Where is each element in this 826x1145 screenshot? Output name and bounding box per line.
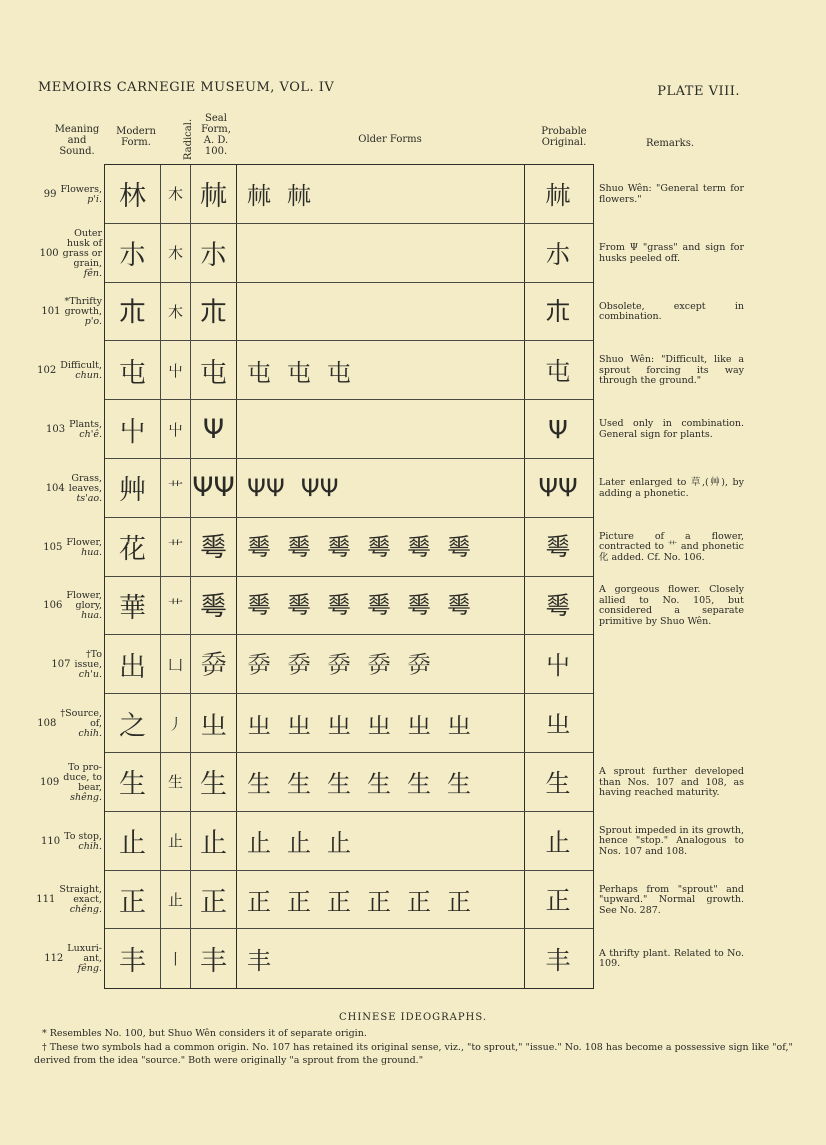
probable-original: 朩 [545,239,571,269]
seal-form: 丰 [191,929,237,988]
probable-original: Ψ [548,414,568,444]
modern-form: 朩 [105,224,161,282]
modern-form: 出 [105,635,161,693]
running-head-right: PLATE VIII. [657,84,740,99]
entry-number: 107 [51,659,71,671]
older-form-glyph: 正 [447,887,471,916]
older-form-glyph: 𡴘 [407,650,431,679]
table-row [105,694,593,753]
meaning-label: Outer husk of grass or grain, [62,227,102,269]
meaning-text [66,538,102,558]
modern-form: 正 [105,871,161,929]
seal-form: 朩 [191,224,237,282]
meaning-sound [28,165,102,224]
remark-text: A sprout further developed than Nos. 107 and 108, as having reached maturity. [599,766,744,799]
meaning-text [69,474,102,504]
modern-form: 花 [105,518,161,576]
entry-number: 108 [37,717,57,729]
sound-label: ch'u. [78,669,102,681]
older-form-glyph: 丰 [247,947,271,976]
table-row [105,165,593,224]
sound-label: fêng. [77,963,102,975]
radical: 止 [161,812,191,870]
header-seal: Seal Form, A. D. 100. [201,113,231,157]
sound-label: ch'ê. [79,428,102,440]
probable-original: 𣏟 [545,180,571,210]
radical: 艹 [161,577,191,635]
meaning-text [63,229,102,279]
older-form-glyph: 屯 [327,358,351,387]
sound-label: chêng. [69,904,102,916]
probable-original: 屮 [545,651,571,681]
older-forms [237,518,525,576]
older-form-glyph: 生 [367,770,391,799]
radical: 生 [161,753,191,811]
sound-label: hua. [81,610,102,622]
older-form-glyph: 𣏟 [247,182,271,211]
modern-form: 生 [105,753,161,811]
meaning-label: Plants, [69,418,102,430]
probable-original: 𠌶 [545,532,571,562]
modern-form: 止 [105,812,161,870]
plate-caption: CHINESE IDEOGRAPHS. [338,1012,488,1023]
meaning-label: To stop, [64,830,102,842]
modern-form: 華 [105,577,161,635]
seal-form: 生 [191,753,237,811]
table-row [105,871,593,930]
seal-form: ΨΨ [191,459,237,517]
header-meaning: Meaning and Sound. [54,124,100,157]
probable-original: ΨΨ [538,473,578,503]
older-form-glyph: 正 [247,887,271,916]
entry-number: 112 [44,953,64,965]
header-probable: Probable Original. [541,126,587,148]
remark-text: Later enlarged to 草,(艸), by adding a phonetic. [599,477,744,499]
older-forms [237,224,525,282]
radical: 凵 [161,635,191,693]
remark-text: A thrifty plant. Related to No. 109. [599,947,744,970]
sound-label: shêng. [70,791,102,803]
probable-original: 生 [545,768,571,798]
meaning-sound [28,459,102,518]
older-form-glyph: 𠌶 [367,532,391,561]
meaning-sound [28,636,102,695]
footnote-dagger: † These two symbols had a common origin. No. 107 has retained its original sense, viz., "to sprout," "issue." No. 108 has become a possessive sign like "of," derived from the idea "source." Both were originally "a sprout from the ground." [34,1042,793,1066]
entry-number: 99 [43,188,57,200]
radical: 艹 [161,459,191,517]
header-modern: Modern Form. [116,126,156,148]
seal-form: 𠌶 [191,577,237,635]
header-radical [168,118,195,161]
older-form-glyph: 生 [447,770,471,799]
meaning-label: Luxuri- ant, [67,943,102,965]
older-form-glyph: 生 [407,770,431,799]
table-row [105,459,593,518]
entry-number: 102 [37,365,57,377]
meaning-label: *Thrifty growth, [64,296,102,318]
probable-original: 𣎳 [545,296,571,326]
seal-form: 𠌶 [191,518,237,576]
table-row [105,635,593,694]
older-forms [237,400,525,458]
table-row [105,929,593,988]
meaning-sound [28,283,102,342]
meaning-sound [28,871,102,930]
meaning-text [60,361,102,381]
sound-label: fên. [83,267,102,279]
meaning-text [60,709,102,739]
older-form-glyph: 屯 [247,358,271,387]
older-form-glyph: 𠌶 [367,591,391,620]
remark-text: Obsolete, except in combination. [599,300,744,323]
remark-text: Used only in combination. General sign for plants. [599,418,744,440]
meaning-text [59,885,102,915]
older-form-glyph: 㞢 [287,711,311,740]
meaning-sound [28,342,102,401]
table-row [105,753,593,812]
meaning-label: Flower, [66,536,102,548]
older-form-glyph: 正 [367,887,391,916]
meaning-text [67,944,102,974]
older-forms [237,871,525,929]
older-forms [237,694,525,752]
older-form-glyph: 𠌶 [327,591,351,620]
meaning-sound [28,930,102,989]
table-row [105,812,593,871]
older-form-glyph: 𠌶 [327,532,351,561]
older-form-glyph: 𠌶 [447,591,471,620]
probable-original: 正 [545,886,571,916]
entry-number: 111 [36,894,56,906]
table-row [105,341,593,400]
meaning-label: Grass, leaves, [68,472,102,494]
older-form-glyph: 㞢 [327,711,351,740]
radical: 艹 [161,518,191,576]
older-form-glyph: ΨΨ [247,473,285,502]
older-form-glyph: 𡴘 [367,650,391,679]
table-row [105,283,593,342]
meaning-label: Difficult, [60,360,102,372]
meaning-text [65,297,103,327]
older-form-glyph: 㞢 [447,711,471,740]
header-remarks: Remarks. [645,138,695,149]
remark-text: Shuo Wên: "Difficult, like a sprout forcing its way through the ground." [599,354,744,387]
entry-number: 110 [41,835,61,847]
meaning-text [64,832,102,852]
sound-label: chih. [78,727,102,739]
sound-label: p'o. [84,316,102,328]
probable-original: 屯 [545,357,571,387]
radical: 木 [161,283,191,341]
remark-text: Shuo Wên: "General term for flowers." [599,183,744,205]
sound-label: chun. [75,370,102,382]
modern-form: 屯 [105,341,161,399]
older-forms [237,459,525,517]
older-form-glyph: 正 [327,887,351,916]
remark-text: Sprout impeded in its growth, hence "stop." Analogous to Nos. 107 and 108. [599,824,744,857]
radical: 丨 [161,929,191,988]
meaning-sound [28,753,102,812]
meaning-sound [28,224,102,283]
older-form-glyph: 生 [247,770,271,799]
radical: 木 [161,165,191,223]
probable-original: 丰 [545,945,571,975]
probable-original: 止 [545,827,571,857]
older-form-glyph: 𠌶 [407,532,431,561]
sound-label: ts'ao. [76,492,102,504]
meaning-text [74,650,102,680]
remark-text: From Ψ "grass" and sign for husks peeled off. [599,242,744,264]
older-form-glyph: 𠌶 [447,532,471,561]
seal-form: 𣏟 [191,165,237,223]
meaning-label: †To issue, [74,649,102,671]
radical: 木 [161,224,191,282]
table-row [105,577,593,636]
radical: 丿 [161,694,191,752]
radical: 止 [161,871,191,929]
entry-number: 103 [45,423,66,435]
older-forms [237,577,525,635]
older-form-glyph: 𠌶 [247,591,271,620]
seal-form: 𣎳 [191,283,237,341]
older-forms [237,165,525,223]
seal-form: 𡴘 [191,635,237,693]
entry-number: 105 [43,541,63,553]
modern-form: 林 [105,165,161,223]
radical: 屮 [161,400,191,458]
footnote-asterisk: * Resembles No. 100, but Shuo Wên considers it of separate origin. [42,1028,367,1039]
remark-text: Perhaps from "sprout" and "upward." Normal growth. See No. 287. [599,883,744,916]
meaning-sound [28,401,102,460]
seal-form: 屯 [191,341,237,399]
meaning-label: Straight, exact, [59,884,102,906]
older-form-glyph: 𠌶 [287,532,311,561]
older-form-glyph: 生 [287,770,311,799]
older-form-glyph: 𣏟 [287,182,311,211]
meaning-sound [28,577,102,636]
older-forms [237,753,525,811]
older-forms [237,283,525,341]
older-form-glyph: 𠌶 [247,532,271,561]
older-form-glyph: 𡴘 [327,650,351,679]
sound-label: p'i. [87,193,102,205]
older-form-glyph: ΨΨ [300,473,339,502]
older-forms [237,341,525,399]
modern-form: 艸 [105,459,161,517]
older-form-glyph: 㞢 [407,711,431,740]
sound-label: hua. [81,546,102,558]
modern-form: 屮 [105,400,161,458]
meaning-label: To pro- duce, to bear, [63,761,102,793]
older-forms [237,635,525,693]
meaning-sound [28,812,102,871]
older-form-glyph: 正 [287,887,311,916]
entry-number: 104 [45,482,65,494]
older-forms [237,929,525,988]
entry-number: 109 [40,776,60,788]
older-form-glyph: 㞢 [367,711,391,740]
modern-form: 𣎳 [105,283,161,341]
meaning-text [63,763,102,803]
entry-number: 101 [41,306,61,318]
seal-form: 正 [191,871,237,929]
meaning-text [60,185,102,205]
table-row [105,400,593,459]
older-form-glyph: 生 [327,770,351,799]
modern-form: 丰 [105,929,161,988]
meaning-label: Flowers, [60,183,102,195]
sound-label: chih. [78,840,102,852]
entry-number: 106 [43,600,63,612]
older-form-glyph: 止 [247,829,271,858]
modern-form: 之 [105,694,161,752]
older-form-glyph: 𡴘 [247,650,271,679]
older-form-glyph: 㞢 [247,711,271,740]
older-form-glyph: 𡴘 [287,650,311,679]
entry-number: 100 [39,247,59,259]
radical: 屮 [161,341,191,399]
meaning-label: Flower, glory, [66,590,102,612]
meaning-label: †Source, of, [60,707,102,729]
older-form-glyph: 𠌶 [407,591,431,620]
older-form-glyph: 屯 [287,358,311,387]
probable-original: 㞢 [545,710,571,740]
remark-text: A gorgeous flower. Closely allied to No. 105, but considered a separate primitive by Shuo Wên. [599,584,744,627]
older-form-glyph: 止 [287,829,311,858]
running-head-left: MEMOIRS CARNEGIE MUSEUM, VOL. IV [38,80,335,95]
table-row [105,518,593,577]
header-older: Older Forms [358,134,422,145]
seal-form: Ψ [191,400,237,458]
seal-form: 止 [191,812,237,870]
meaning-sound [28,518,102,577]
meaning-text [69,420,102,440]
ideograph-table [104,164,594,989]
remark-text: Picture of a flower, contracted to 艹 and phonetic 化 added. Cf. No. 106. [599,530,744,563]
seal-form: 㞢 [191,694,237,752]
header-radical-label: Radical. [183,118,195,161]
meaning-sound [28,695,102,754]
older-form-glyph: 𠌶 [287,591,311,620]
table-row [105,224,593,283]
older-forms [237,812,525,870]
probable-original: 𠌶 [545,590,571,620]
older-form-glyph: 正 [407,887,431,916]
meaning-text [66,591,102,621]
older-form-glyph: 止 [327,829,351,858]
